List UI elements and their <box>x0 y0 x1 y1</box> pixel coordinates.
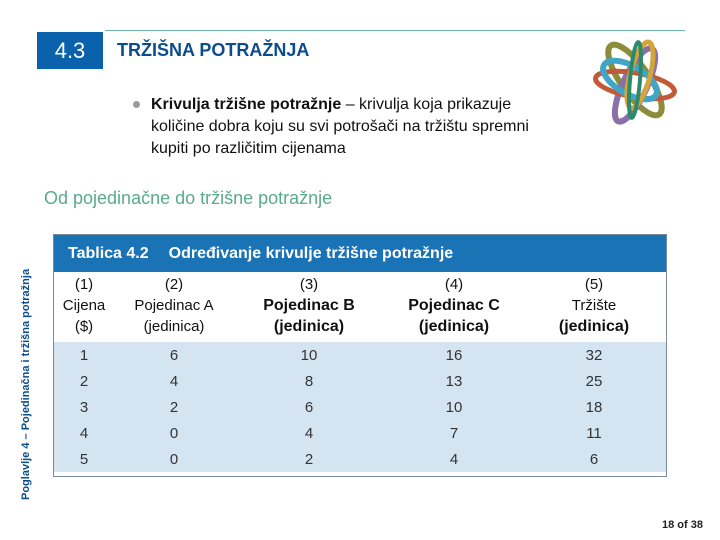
table-cell: 4 <box>79 424 89 442</box>
table-row <box>54 446 666 472</box>
col-unit: ($) <box>74 318 94 335</box>
table-cell: 8 <box>304 372 314 390</box>
table-cell: 18 <box>585 398 603 416</box>
section-title: TRŽIŠNA POTRAŽNJA <box>117 40 310 60</box>
table-cell: 11 <box>586 424 602 442</box>
table-cell: 16 <box>445 346 463 364</box>
table-cell: 1 <box>79 346 89 364</box>
col-num: (4) <box>444 276 464 293</box>
chapter-side-label: Poglavlje 4 – Pojedinačna i tržišna potražnja <box>20 268 32 500</box>
col-header <box>234 274 384 342</box>
col-header <box>384 274 524 342</box>
col-num: (2) <box>164 276 184 293</box>
col-unit: (jedinica) <box>558 318 630 335</box>
table-cell: 25 <box>585 372 603 390</box>
table-title: Određivanje krivulje tržišne potražnje <box>168 244 454 262</box>
table-cell: 2 <box>169 398 179 416</box>
col-num: (3) <box>299 276 319 293</box>
table-header <box>54 272 666 342</box>
table-cell: 4 <box>449 450 459 468</box>
col-num: (5) <box>584 276 604 293</box>
table-cell: 2 <box>304 450 314 468</box>
subtitle: Od pojedinačne do tržišne potražnje <box>44 188 333 208</box>
table-cell: 4 <box>304 424 314 442</box>
col-unit: (jedinica) <box>273 318 345 335</box>
table-row <box>54 342 666 368</box>
table-cell: 6 <box>169 346 179 364</box>
col-label: Pojedinac B <box>263 297 355 314</box>
table-cell: 10 <box>445 398 463 416</box>
table-cell: 32 <box>585 346 603 364</box>
col-label: Pojedinac C <box>408 297 500 314</box>
definition: – krivulja koja prikazuje količine dobra koju su svi potrošači na tržištu spremni kupiti po različitim cijenama <box>151 96 529 157</box>
col-label: Tržište <box>571 297 617 314</box>
table-number: Tablica 4.2 <box>68 244 149 262</box>
table-cell: 7 <box>449 424 459 442</box>
col-header <box>54 274 114 342</box>
table-cell: 13 <box>445 372 463 390</box>
table-row <box>54 394 666 420</box>
table-cell: 5 <box>79 450 89 468</box>
table-cell: 4 <box>169 372 179 390</box>
table-row <box>54 368 666 394</box>
demand-table <box>53 234 667 477</box>
table-cell: 0 <box>169 424 179 442</box>
col-header <box>524 274 664 342</box>
table-cell: 6 <box>589 450 599 468</box>
term: Krivulja tržišne potražnje <box>151 96 342 113</box>
table-cell: 0 <box>169 450 179 468</box>
table-caption <box>54 235 666 272</box>
col-label: Cijena <box>62 297 106 314</box>
definition-bullet <box>133 94 553 160</box>
table-cell: 2 <box>79 372 89 390</box>
col-num: (1) <box>74 276 94 293</box>
col-unit: (jedinica) <box>418 318 490 335</box>
col-header <box>114 274 234 342</box>
page-number: 18 of 38 <box>662 519 703 531</box>
table-cell: 3 <box>79 398 89 416</box>
col-label: Pojedinac A <box>134 297 214 314</box>
table-row <box>54 420 666 446</box>
col-unit: (jedinica) <box>143 318 205 335</box>
section-number: 4.3 <box>37 32 103 69</box>
table-cell: 6 <box>304 398 314 416</box>
rings-logo-icon <box>585 30 685 135</box>
table-body <box>54 342 666 472</box>
table-cell: 10 <box>300 346 318 364</box>
bullet-icon <box>133 101 140 108</box>
